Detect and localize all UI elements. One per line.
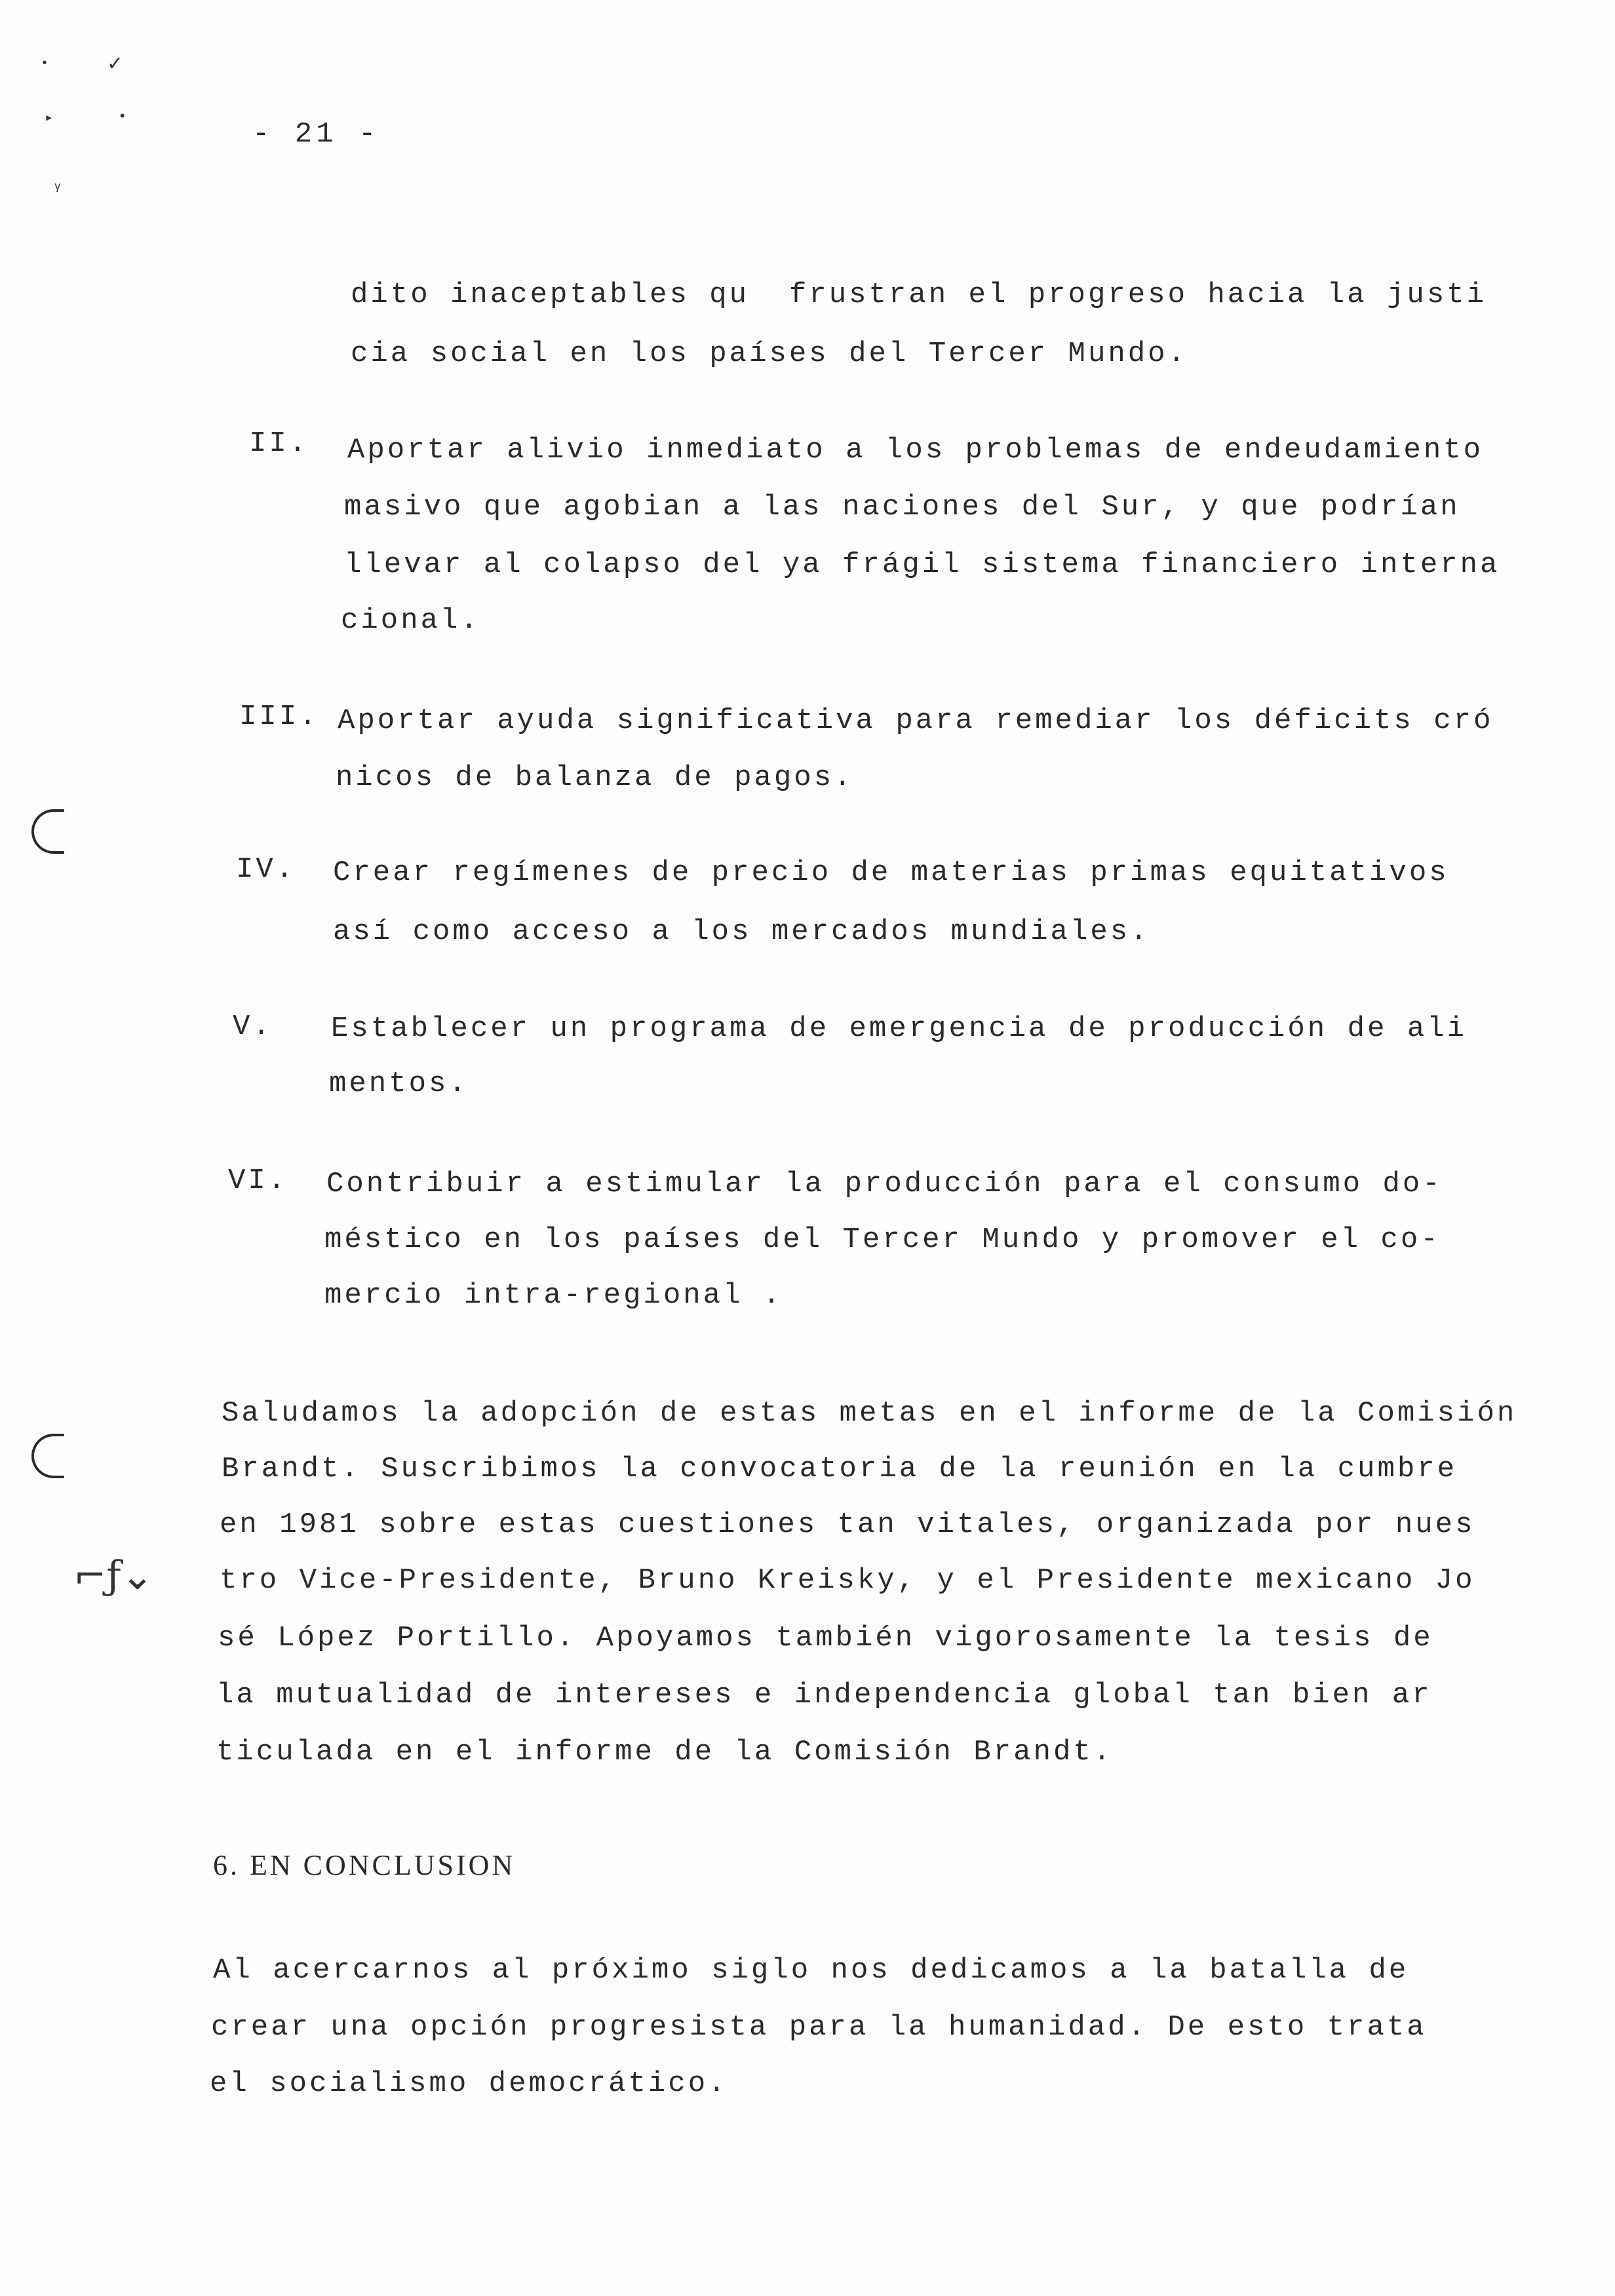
margin-speck: ▸ xyxy=(45,110,54,126)
text-line: Aportar ayuda significativa para remediar los déficits cró xyxy=(338,704,1494,737)
text-line: así como acceso a los mercados mundiales. xyxy=(333,915,1150,948)
list-numeral: III. xyxy=(239,700,319,733)
list-numeral: VI. xyxy=(228,1164,288,1197)
handwritten-margin-mark: ⌐ƒ⌄ xyxy=(73,1553,154,1599)
text-line: cional. xyxy=(341,604,480,637)
section-heading: 6. EN CONCLUSION xyxy=(213,1849,516,1881)
text-line: en 1981 sobre estas cuestiones tan vitales, organizada por nues xyxy=(220,1508,1475,1541)
list-numeral: V. xyxy=(233,1010,273,1043)
text-line: Al acercarnos al próximo siglo nos dedicamos a la batalla de xyxy=(213,1954,1409,1987)
text-line: sé López Portillo. Apoyamos también vigorosamente la tesis de xyxy=(218,1622,1433,1655)
text-line: mercio intra-regional . xyxy=(324,1279,783,1312)
text-line: tro Vice-Presidente, Bruno Kreisky, y el Presidente mexicano Jo xyxy=(220,1564,1475,1597)
text-line: llevar al colapso del ya frágil sistema financiero interna xyxy=(344,548,1500,581)
punch-hole-mark xyxy=(31,1434,64,1478)
text-line: Crear regímenes de precio de materias primas equitativos xyxy=(333,856,1449,889)
text-line: cia social en los países del Tercer Mundo. xyxy=(351,337,1188,370)
text-line: crear una opción progresista para la humanidad. De esto trata xyxy=(211,2011,1427,2044)
text-line: méstico en los países del Tercer Mundo y promover el co- xyxy=(324,1223,1441,1256)
text-line: nicos de balanza de pagos. xyxy=(336,761,854,794)
text-line: Contribuir a estimular la producción para el consumo do- xyxy=(326,1168,1443,1200)
text-line: la mutualidad de intereses e independencia global tan bien ar xyxy=(216,1679,1432,1712)
margin-speck: • xyxy=(118,109,127,125)
text-line: ticulada en el informe de la Comisión Brandt. xyxy=(216,1736,1114,1769)
text-line: Aportar alivio inmediato a los problemas de endeudamiento xyxy=(347,434,1484,467)
text-line: Saludamos la adopción de estas metas en el informe de la Comisión xyxy=(222,1397,1517,1430)
text-line: mentos. xyxy=(329,1067,469,1100)
margin-speck: • xyxy=(41,56,49,71)
text-line: dito inaceptables qu frustran el progreso hacia la justi xyxy=(351,278,1487,311)
list-numeral: II. xyxy=(249,427,309,460)
margin-speck: ✓ xyxy=(108,52,122,77)
text-line: masivo que agobian a las naciones del Sur, y que podrían xyxy=(344,491,1460,524)
text-line: Brandt. Suscribimos la convocatoria de la reunión en la cumbre xyxy=(222,1453,1458,1485)
list-numeral: IV. xyxy=(236,853,296,886)
page-number: - 21 - xyxy=(252,118,380,151)
text-line: el socialismo democrático. xyxy=(210,2067,728,2100)
text-line: Establecer un programa de emergencia de producción de ali xyxy=(331,1012,1468,1045)
punch-hole-mark xyxy=(31,809,64,854)
margin-speck: ᵧ xyxy=(52,174,63,194)
